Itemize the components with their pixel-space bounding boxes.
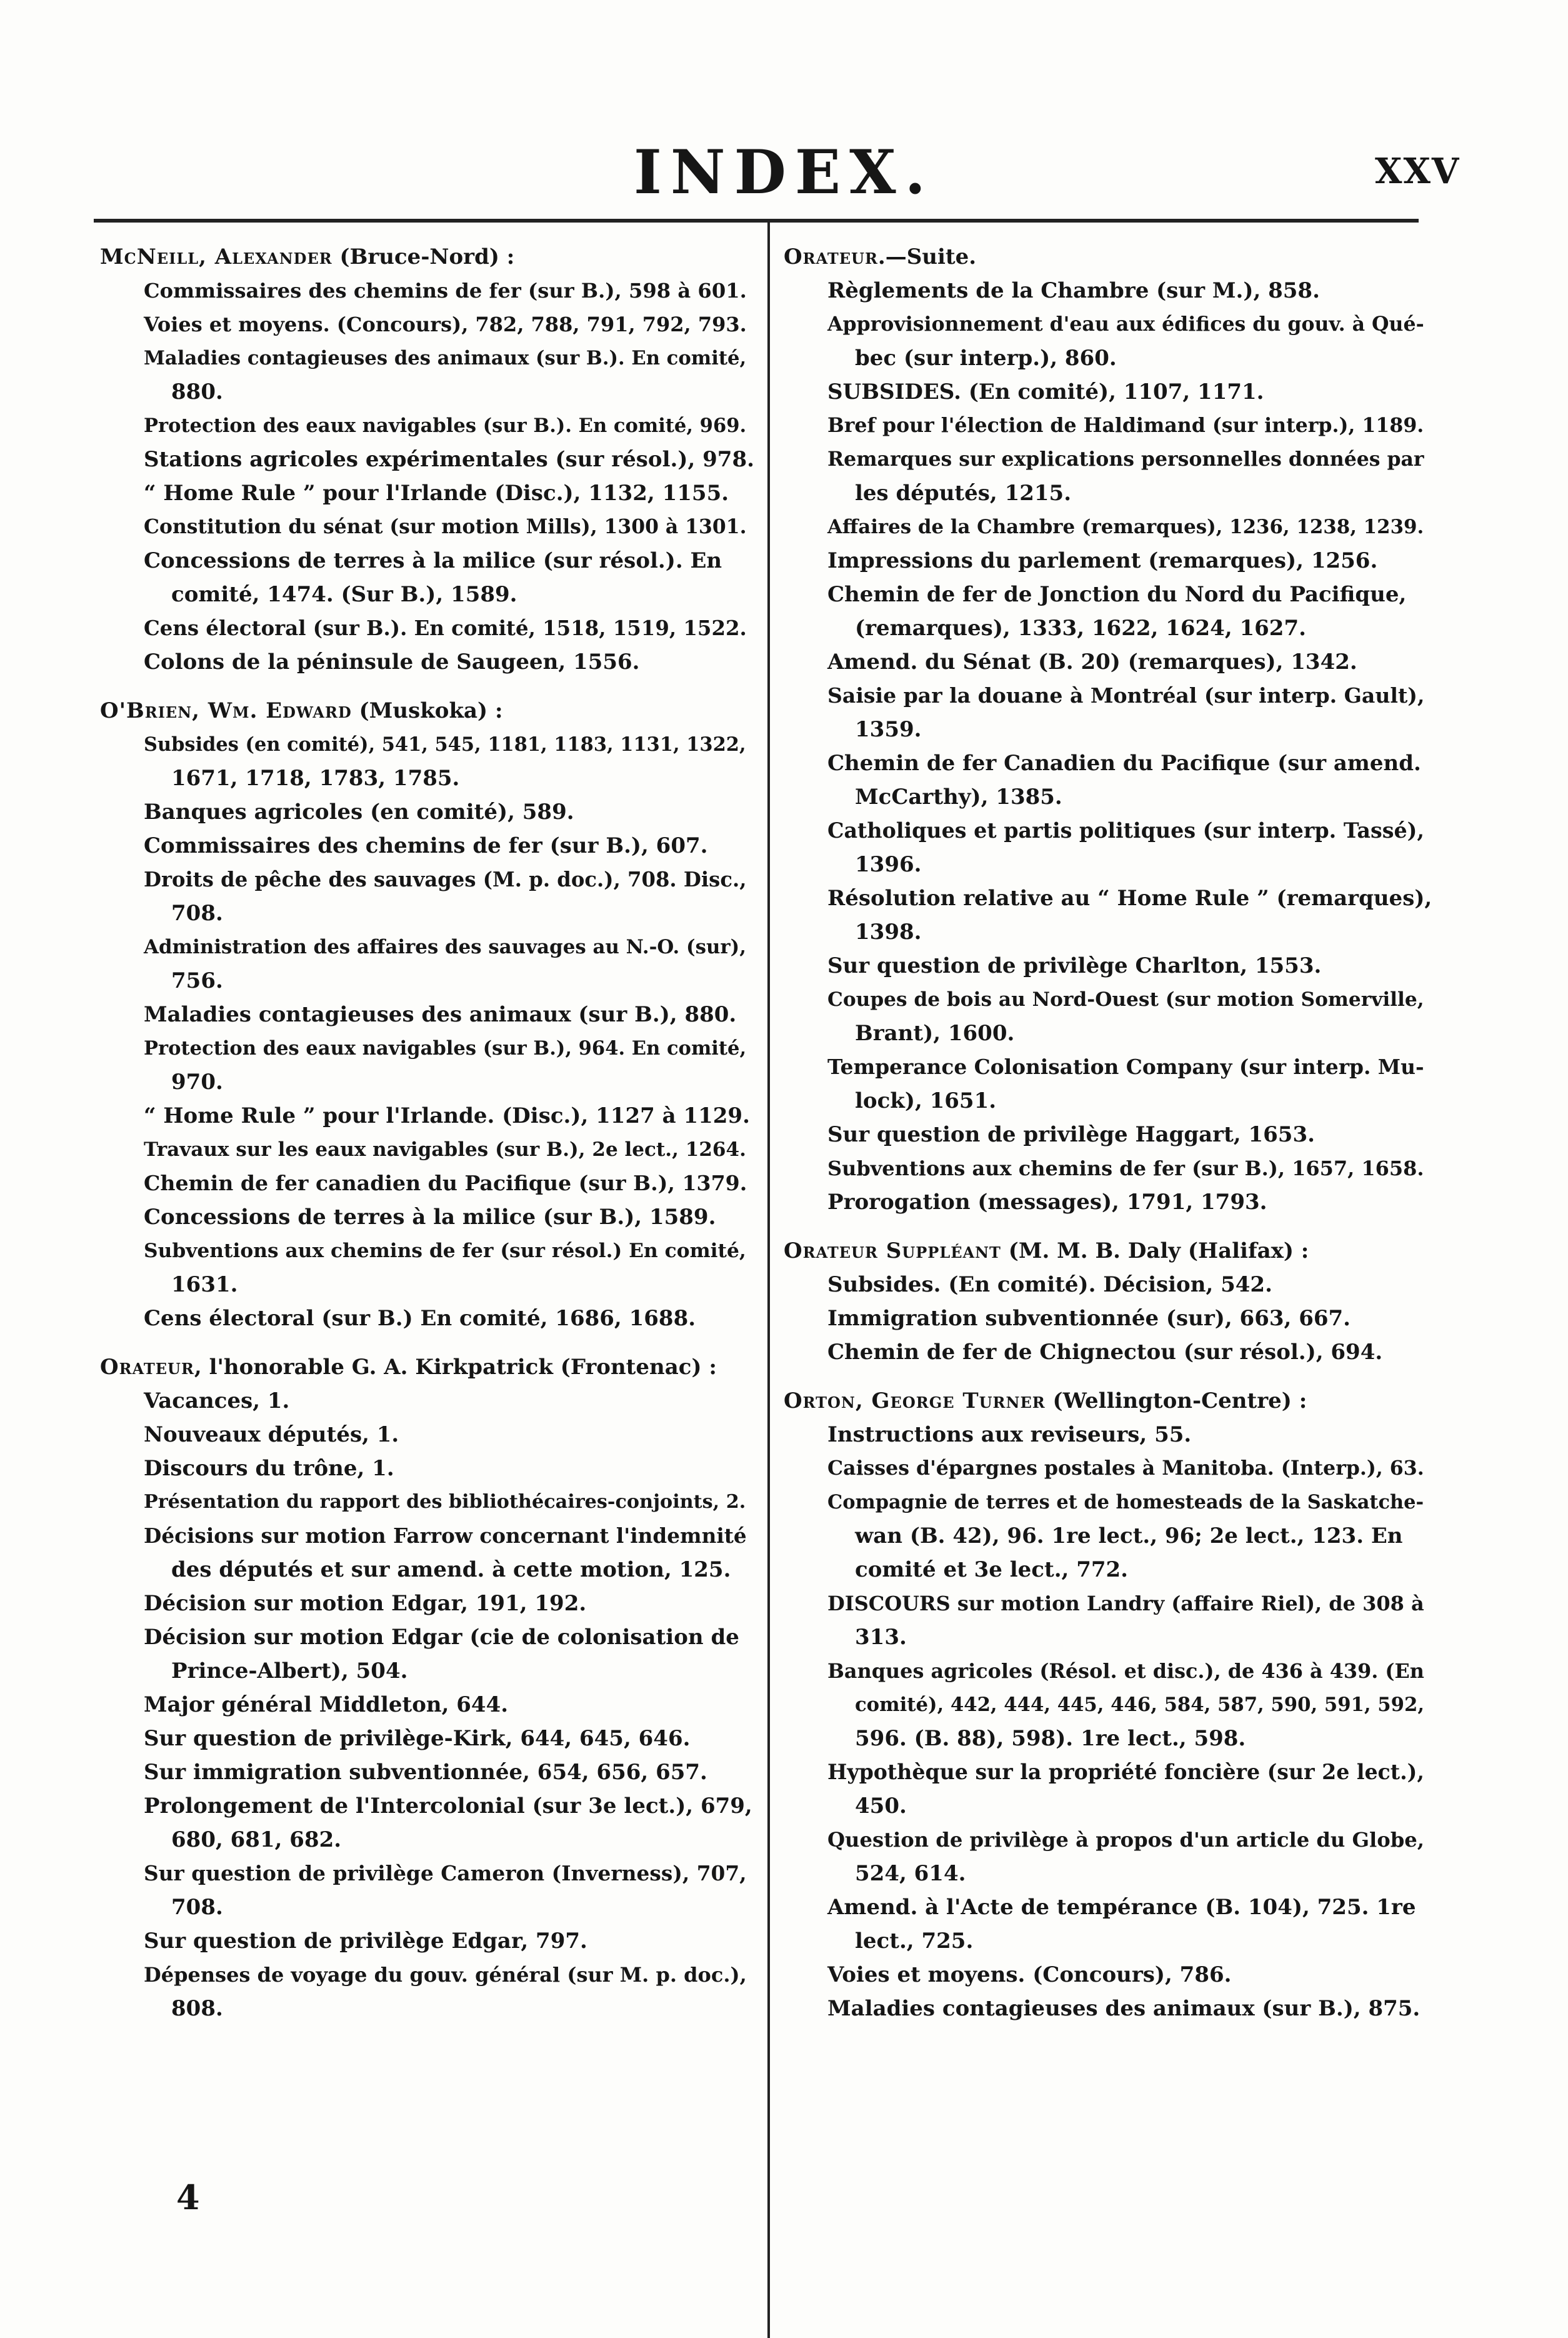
entry-line: Présentation du rapport des bibliothécaires-conjoints, 2. xyxy=(144,1491,746,1513)
entry-line-continuation: 313. xyxy=(855,1625,907,1650)
entry-line: Droits de pêche des sauvages (M. p. doc.), 708. Disc., xyxy=(144,868,747,891)
entry-line: Subventions aux chemins de fer (sur B.), 1657, 1658. xyxy=(827,1156,1424,1180)
entry-line-continuation: 524, 614. xyxy=(855,1861,966,1886)
entry-line: Chemin de fer de Chignectou (sur résol.), 694. xyxy=(827,1340,1383,1365)
entry-line: Discours du trône, 1. xyxy=(144,1456,394,1481)
entry-heading xyxy=(100,1350,756,1384)
entry-heading xyxy=(100,694,756,728)
entry-line: Caisses d'épargnes postales à Manitoba. (Interp.), 63. xyxy=(827,1457,1424,1480)
entry-heading xyxy=(784,1384,1434,1418)
entry-line-continuation: wan (B. 42), 96. 1re lect., 96; 2e lect., 123. En xyxy=(855,1523,1403,1548)
entry-line: Question de privilège à propos d'un article du Globe, xyxy=(827,1828,1424,1852)
entry-line: Subsides. (En comité). Décision, 542. xyxy=(827,1272,1272,1297)
entry-heading-name: O'Brien, Wm. Edward xyxy=(100,698,352,723)
entry-line: Major général Middleton, 644. xyxy=(144,1692,509,1717)
entry-line-continuation: comité et 3e lect., 772. xyxy=(855,1557,1129,1582)
entry-line: Approvisionnement d'eau aux édifices du gouv. à Qué- xyxy=(827,313,1424,336)
entry-line: Stations agricoles expérimentales (sur résol.), 978. xyxy=(144,447,754,472)
entry-line: Décision sur motion Edgar (cie de colonisation de xyxy=(144,1625,739,1650)
entry-line: Concessions de terres à la milice (sur B.), 1589. xyxy=(144,1205,716,1230)
entry-line: Sur immigration subventionnée, 654, 656, 657. xyxy=(144,1760,707,1785)
entry-heading-detail: (Wellington-Centre) : xyxy=(1045,1388,1307,1413)
index-entry xyxy=(784,1234,1434,1369)
index-entry xyxy=(100,240,756,679)
entry-line: Concessions de terres à la milice (sur résol.). En xyxy=(144,548,722,573)
entry-line: Colons de la péninsule de Saugeen, 1556. xyxy=(144,650,640,675)
entry-heading-detail: (Bruce-Nord) : xyxy=(332,244,515,269)
entry-line: Règlements de la Chambre (sur M.), 858. xyxy=(827,278,1320,303)
entry-line: Amend. à l'Acte de tempérance (B. 104), 725. 1re xyxy=(827,1895,1416,1920)
entry-line: Banques agricoles (en comité), 589. xyxy=(144,800,574,825)
entry-line-continuation: 1398. xyxy=(855,920,922,945)
entry-heading-detail: (M. M. B. Daly (Halifax) : xyxy=(1001,1238,1309,1263)
entry-heading-detail: (Muskoka) : xyxy=(351,698,503,723)
entry-heading-name: Orateur xyxy=(100,1355,194,1380)
left-column xyxy=(100,240,756,2025)
entry-heading xyxy=(784,240,1434,274)
page-number: XXV xyxy=(1375,151,1461,192)
entry-line: Prolongement de l'Intercolonial (sur 3e lect.), 679, xyxy=(144,1794,752,1819)
entry-line: Décision sur motion Edgar, 191, 192. xyxy=(144,1591,587,1616)
entry-line-continuation: McCarthy), 1385. xyxy=(855,785,1062,810)
entry-line: Coupes de bois au Nord-Ouest (sur motion Somerville, xyxy=(827,988,1424,1011)
entry-line: Travaux sur les eaux navigables (sur B.), 2e lect., 1264. xyxy=(144,1138,746,1161)
entry-heading-name: Orateur xyxy=(784,244,878,269)
entry-line: Chemin de fer canadien du Pacifique (sur B.), 1379. xyxy=(144,1171,747,1195)
entry-line: Bref pour l'élection de Haldimand (sur interp.), 1189. xyxy=(827,414,1424,437)
column-divider xyxy=(767,219,770,2338)
entry-line: Résolution relative au “ Home Rule ” (remarques), xyxy=(827,886,1432,911)
entry-line: Instructions aux reviseurs, 55. xyxy=(827,1422,1192,1447)
entry-line: Sur question de privilège Edgar, 797. xyxy=(144,1929,587,1954)
entry-line-continuation: 970. xyxy=(171,1070,223,1095)
right-column xyxy=(784,240,1434,2025)
entry-line: Remarques sur explications personnelles données par xyxy=(827,448,1424,471)
entry-line: Vacances, 1. xyxy=(144,1388,290,1413)
entry-line: Sur question de privilège-Kirk, 644, 645, 646. xyxy=(144,1726,691,1751)
signature-mark: 4 xyxy=(176,2177,200,2217)
entry-heading xyxy=(784,1234,1434,1268)
entry-line: Maladies contagieuses des animaux (sur B.), 880. xyxy=(144,1002,737,1027)
entry-line: Banques agricoles (Résol. et disc.), de 436 à 439. (En xyxy=(827,1659,1424,1683)
entry-line-continuation: des députés et sur amend. à cette motion, 125. xyxy=(171,1557,731,1582)
entry-heading xyxy=(100,240,756,274)
entry-line: Prorogation (messages), 1791, 1793. xyxy=(827,1190,1267,1215)
entry-line: Cens électoral (sur B.). En comité, 1518, 1519, 1522. xyxy=(144,616,747,640)
entry-line: SUBSIDES. (En comité), 1107, 1171. xyxy=(827,379,1264,404)
index-entry xyxy=(784,1384,1434,2025)
entry-line: Immigration subventionnée (sur), 663, 667. xyxy=(827,1306,1351,1331)
entry-line: Saisie par la douane à Montréal (sur interp. Gault), xyxy=(827,683,1425,708)
entry-line-continuation: 1631. xyxy=(171,1272,238,1297)
entry-line-continuation: bec (sur interp.), 860. xyxy=(855,346,1117,371)
index-entry xyxy=(784,240,1434,1219)
entry-line-continuation: 756. xyxy=(171,968,223,993)
entry-line: Constitution du sénat (sur motion Mills), 1300 à 1301. xyxy=(144,516,747,538)
entry-line: Catholiques et partis politiques (sur interp. Tassé), xyxy=(827,818,1424,843)
entry-line-continuation: 708. xyxy=(171,901,223,926)
entry-heading-name: McNeill, Alexander xyxy=(100,244,332,269)
entry-line: Sur question de privilège Charlton, 1553. xyxy=(827,953,1322,978)
entry-line: Cens électoral (sur B.) En comité, 1686, 1688. xyxy=(144,1306,696,1331)
entry-line: Chemin de fer Canadien du Pacifique (sur amend. xyxy=(827,751,1421,776)
entry-line: Maladies contagieuses des animaux (sur B.). En comité, xyxy=(144,347,747,369)
entry-line: Commissaires des chemins de fer (sur B.), 607. xyxy=(144,833,708,858)
entry-line-continuation: les députés, 1215. xyxy=(855,481,1072,506)
entry-line-continuation: 1396. xyxy=(855,852,922,877)
entry-heading-name: Orton, George Turner xyxy=(784,1388,1046,1413)
entry-heading-detail: , l'honorable G. A. Kirkpatrick (Frontenac) : xyxy=(194,1355,717,1380)
entry-line: Protection des eaux navigables (sur B.), 964. En comité, xyxy=(144,1037,747,1060)
entry-line: “ Home Rule ” pour l'Irlande (Disc.), 1132, 1155. xyxy=(144,481,729,506)
entry-line: Protection des eaux navigables (sur B.). En comité, 969. xyxy=(144,414,747,437)
entry-line: Temperance Colonisation Company (sur interp. Mu- xyxy=(827,1055,1424,1079)
entry-heading-name: Orateur Suppléant xyxy=(784,1238,1001,1263)
entry-line: Nouveaux députés, 1. xyxy=(144,1422,399,1447)
entry-heading-detail: .—Suite. xyxy=(877,244,977,269)
entry-line-continuation: comité, 1474. (Sur B.), 1589. xyxy=(171,582,517,607)
entry-line: Commissaires des chemins de fer (sur B.), 598 à 601. xyxy=(144,279,747,303)
entry-line-continuation: (remarques), 1333, 1622, 1624, 1627. xyxy=(855,616,1306,641)
entry-line: Sur question de privilège Cameron (Inverness), 707, xyxy=(144,1861,747,1885)
entry-line-continuation: comité), 442, 444, 445, 446, 584, 587, 590, 591, 592, xyxy=(855,1693,1425,1716)
entry-line: Impressions du parlement (remarques), 1256. xyxy=(827,548,1378,573)
entry-line: Sur question de privilège Haggart, 1653. xyxy=(827,1122,1315,1147)
entry-line: Décisions sur motion Farrow concernant l'indemnité xyxy=(144,1523,747,1548)
entry-line: Hypothèque sur la propriété foncière (sur 2e lect.), xyxy=(827,1760,1424,1784)
entry-line: Compagnie de terres et de homesteads de la Saskatche- xyxy=(827,1491,1424,1513)
entry-line: Dépenses de voyage du gouv. général (sur M. p. doc.), xyxy=(144,1963,747,1987)
entry-line-continuation: 1671, 1718, 1783, 1785. xyxy=(171,766,460,791)
index-entry xyxy=(100,694,756,1335)
entry-line: Chemin de fer de Jonction du Nord du Pacifique, xyxy=(827,582,1407,607)
entry-line-continuation: 1359. xyxy=(855,717,922,742)
index-entry xyxy=(100,1350,756,2025)
entry-line-continuation: lock), 1651. xyxy=(855,1088,997,1113)
entry-line-continuation: 596. (B. 88), 598). 1re lect., 598. xyxy=(855,1726,1246,1751)
entry-line: Amend. du Sénat (B. 20) (remarques), 1342. xyxy=(827,650,1357,675)
entry-line-continuation: 680, 681, 682. xyxy=(171,1827,342,1852)
entry-line: Affaires de la Chambre (remarques), 1236, 1238, 1239. xyxy=(827,516,1424,538)
entry-line: “ Home Rule ” pour l'Irlande. (Disc.), 1127 à 1129. xyxy=(144,1103,750,1128)
entry-line: Subventions aux chemins de fer (sur résol.) En comité, xyxy=(144,1240,746,1262)
entry-line: Administration des affaires des sauvages au N.-O. (sur), xyxy=(144,936,746,958)
entry-line: DISCOURS sur motion Landry (affaire Riel), de 308 à xyxy=(827,1592,1424,1615)
page-title: INDEX. xyxy=(634,137,934,208)
entry-line-continuation: Brant), 1600. xyxy=(855,1021,1015,1046)
entry-line: Maladies contagieuses des animaux (sur B.), 875. xyxy=(827,1996,1421,2021)
entry-line: Voies et moyens. (Concours), 786. xyxy=(827,1962,1232,1987)
header-rule xyxy=(94,219,1419,223)
entry-line-continuation: 880. xyxy=(171,379,223,404)
entry-line-continuation: lect., 725. xyxy=(855,1929,974,1954)
entry-line-continuation: 708. xyxy=(171,1895,223,1920)
entry-line: Voies et moyens. (Concours), 782, 788, 791, 792, 793. xyxy=(144,313,747,336)
entry-line-continuation: 808. xyxy=(171,1996,223,2021)
entry-line-continuation: 450. xyxy=(855,1794,907,1819)
entry-line: Subsides (en comité), 541, 545, 1181, 1183, 1131, 1322, xyxy=(144,733,746,756)
entry-line-continuation: Prince-Albert), 504. xyxy=(171,1658,408,1683)
